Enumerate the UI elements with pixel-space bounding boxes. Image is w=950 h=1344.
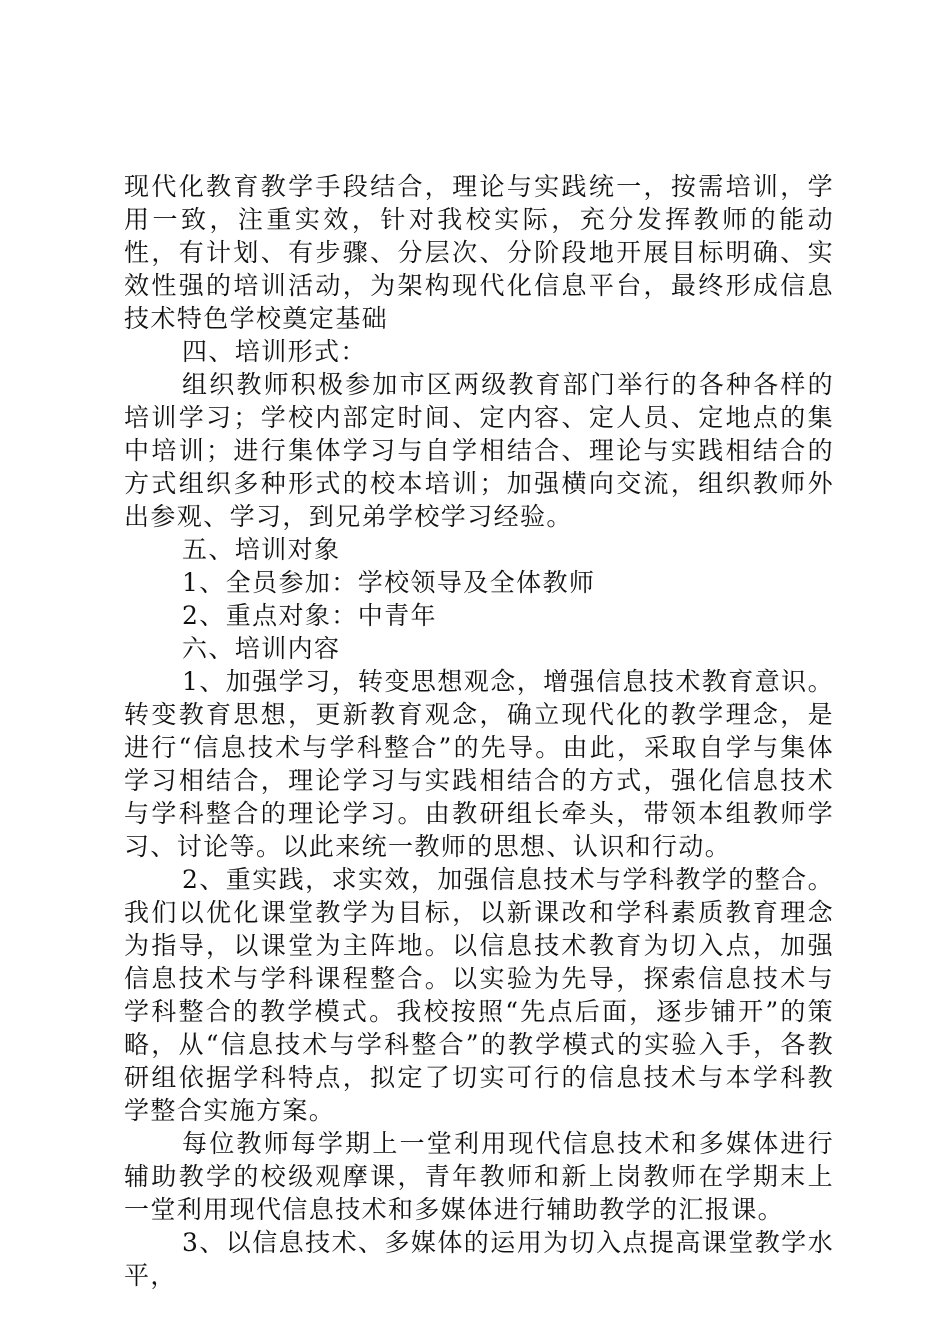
list-item-all-staff: 1、全员参加：学校领导及全体教师 (182, 568, 596, 597)
document-body (124, 170, 834, 1292)
heading-training-form: 四、培训形式： (182, 337, 367, 366)
paragraph-observation-class: 每位教师每学期上一堂利用现代信息技术和多媒体进行辅助教学的校级观摩课，青年教师和新上岗教师在学期末上一堂利用现代信息技术和多媒体进行辅助教学的汇报课。 (124, 1129, 834, 1224)
paragraph-intro-continued: 现代化教育教学手段结合，理论与实践统一，按需培训，学用一致，注重实效，针对我校实际，充分发挥教师的能动性，有计划、有步骤、分层次、分阶段地开展目标明确、实效性强的培训活动，为架构现代化信息平台，最终形成信息技术特色学校奠定基础 (124, 172, 834, 333)
list-item-key-target: 2、重点对象：中青年 (182, 601, 437, 630)
paragraph-content-3: 3、以信息技术、多媒体的运用为切入点提高课堂教学水平， (124, 1228, 834, 1290)
heading-training-content: 六、培训内容 (182, 634, 341, 663)
paragraph-training-form: 组织教师积极参加市区两级教育部门举行的各种各样的培训学习；学校内部定时间、定内容、定人员、定地点的集中培训；进行集体学习与自学相结合、理论与实践相结合的方式组织多种形式的校本培训；加强横向交流，组织教师外出参观、学习，到兄弟学校学习经验。 (124, 370, 834, 531)
paragraph-content-1: 1、加强学习，转变思想观念，增强信息技术教育意识。转变教育思想，更新教育观念，确立现代化的教学理念，是进行“信息技术与学科整合”的先导。由此，采取自学与集体学习相结合，理论学习与实践相结合的方式，强化信息技术与学科整合的理论学习。由教研组长牵头，带领本组教师学习、讨论等。以此来统一教师的思想、认识和行动。 (124, 667, 834, 861)
paragraph-content-2: 2、重实践，求实效，加强信息技术与学科教学的整合。我们以优化课堂教学为目标，以新课改和学科素质教育理念为指导，以课堂为主阵地。以信息技术教育为切入点，加强信息技术与学科课程整合。以实验为先导，探索信息技术与学科整合的教学模式。我校按照“先点后面，逐步铺开”的策略，从“信息技术与学科整合”的教学模式的实验入手，各教研组依据学科特点，拟定了切实可行的信息技术与本学科教学整合实施方案。 (124, 865, 834, 1125)
heading-training-target: 五、培训对象 (182, 535, 341, 564)
